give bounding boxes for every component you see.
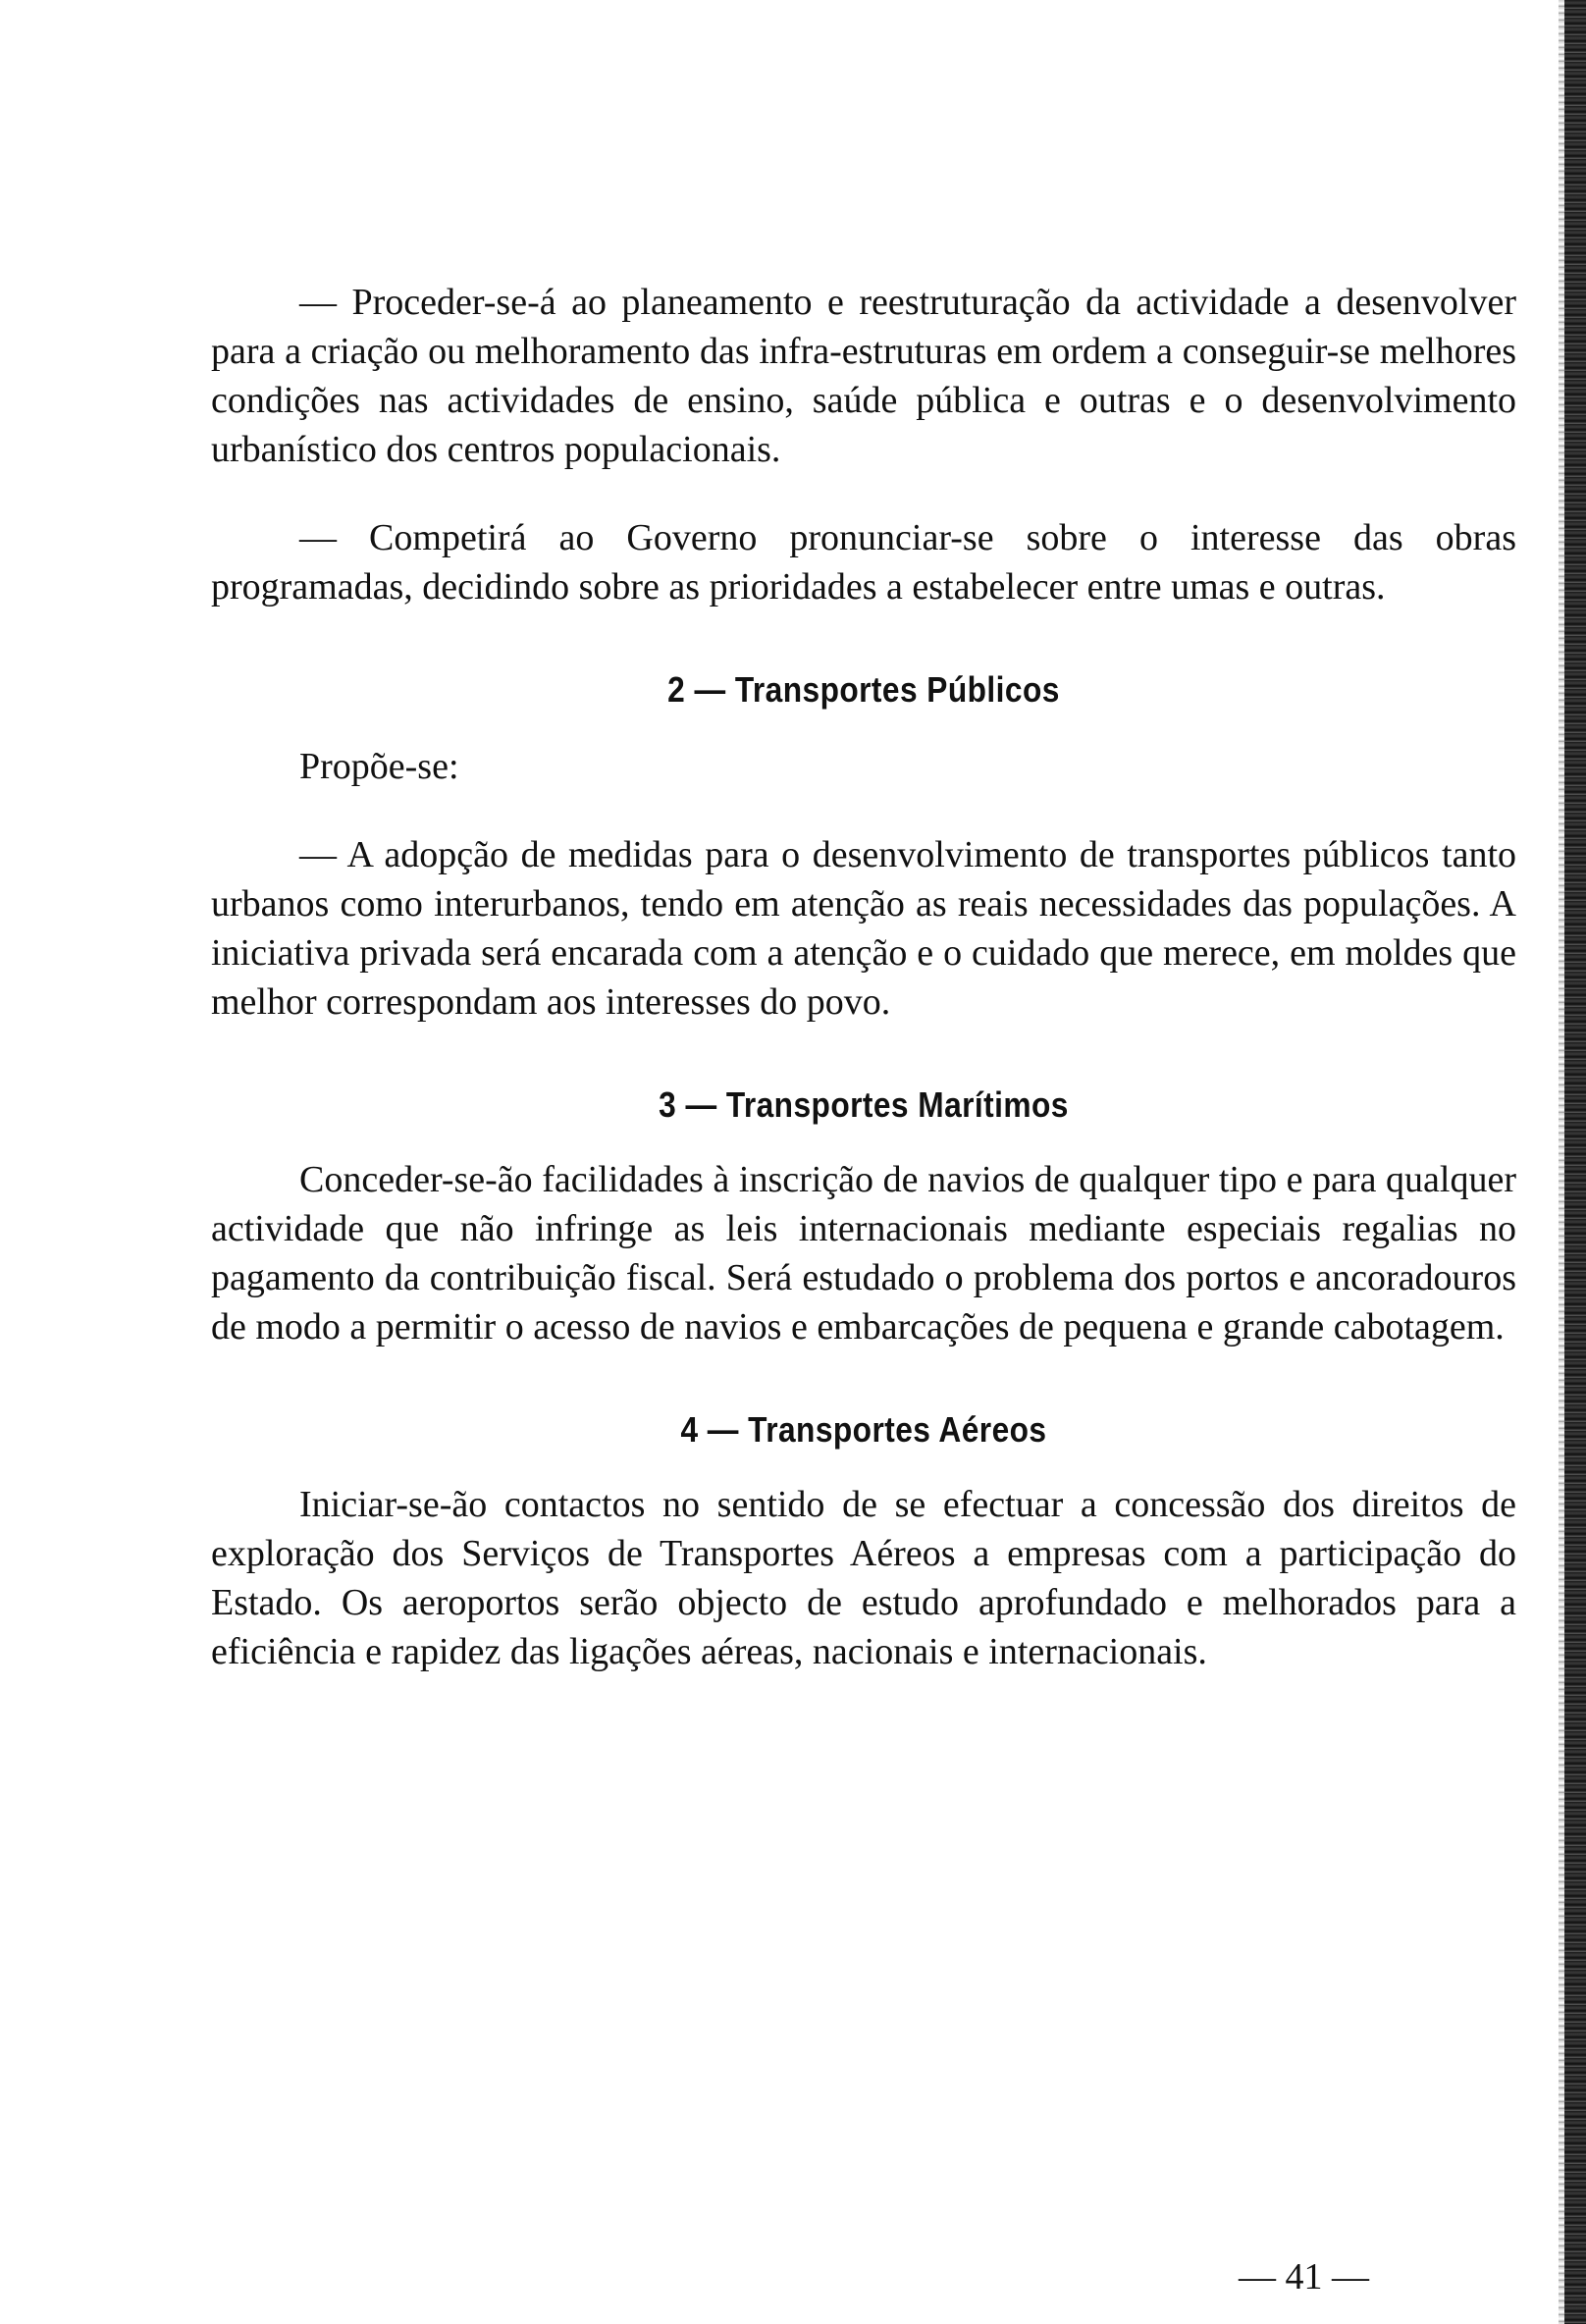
section-heading-transportes-aereos: 4 — Transportes Aéreos [680, 1409, 1047, 1450]
binding-edge [1564, 0, 1586, 2324]
section-heading-transportes-maritimos: 3 — Transportes Marítimos [659, 1084, 1069, 1125]
section-heading-transportes-publicos: 2 — Transportes Públicos [667, 669, 1060, 710]
page-content [211, 278, 1516, 1676]
section-body-transportes-publicos: — A adopção de medidas para o desenvolvimento de transportes públicos tanto urbanos como interurbanos, tendo em atenção as reais necessidades das populações. A iniciativa privada será encarada com a atenção e o cuidado que merece, em moldes que melhor correspondam aos interesses do povo. [211, 834, 1516, 1023]
page-number: — 41 — [1239, 2256, 1369, 2298]
intro-paragraph-1: — Proceder-se-á ao planeamento e reestruturação da actividade a desenvolver para a criação ou melhoramento das infra-estruturas em ordem a conseguir-se melhores condições nas actividades de ensino, saúde pública e outras e o desenvolvimento urbanístico dos centros populacionais. [211, 282, 1516, 470]
intro-paragraph-2: — Competirá ao Governo pronunciar-se sobre o interesse das obras programadas, decidindo sobre as prioridades a estabelecer entre umas e outras. [211, 517, 1516, 607]
section-body-transportes-aereos: Iniciar-se-ão contactos no sentido de se efectuar a concessão dos direitos de exploração dos Serviços de Transportes Aéreos a empresas com a participação do Estado. Os aeroportos serão objecto de estudo aprofundado e melhorados para a eficiência e rapidez das ligações aéreas, nacionais e internacionais. [211, 1484, 1516, 1672]
section-lead-propoe-se: Propõe-se: [299, 746, 459, 787]
section-body-transportes-maritimos: Conceder-se-ão facilidades à inscrição de navios de qualquer tipo e para qualquer actividade que não infringe as leis internacionais mediante especiais regalias no pagamento da contribuição fiscal. Será estudado o problema dos portos e ancoradouros de modo a permitir o acesso de navios e embarcações de pequena e grande cabotagem. [211, 1159, 1516, 1347]
